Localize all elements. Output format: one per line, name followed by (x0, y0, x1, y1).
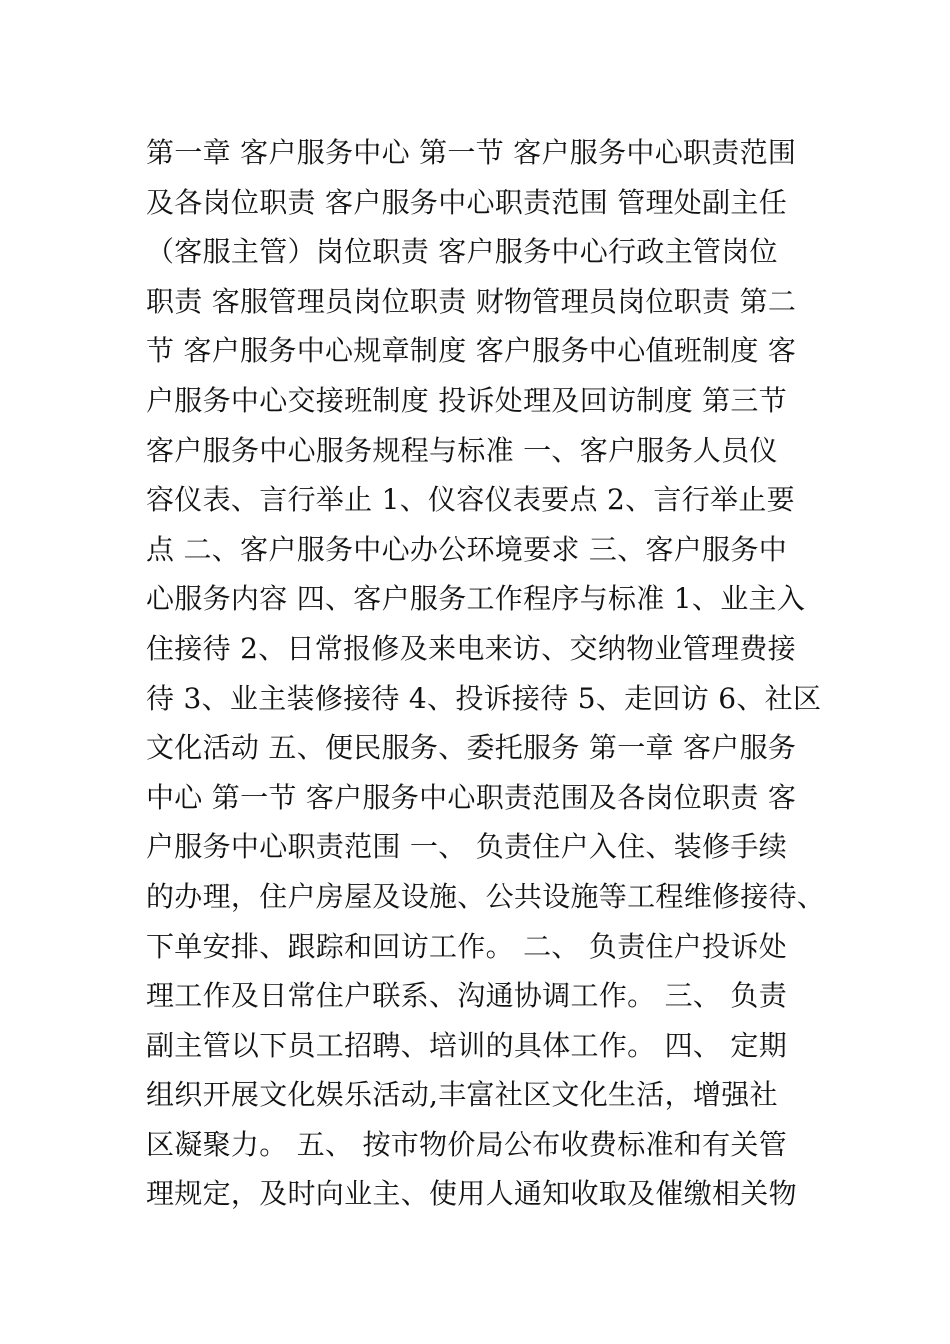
text-line-9: 点 二、客户服务中心办公环境要求 三、客户服务中 (146, 532, 788, 566)
text-line-8: 容仪表、言行举止 1、仪容仪表要点 2、言行举止要 (146, 483, 795, 517)
text-line-12: 待 3、业主装修接待 4、投诉接待 5、走回访 6、社区 (146, 681, 822, 715)
text-line-11: 住接待 2、日常报修及来电来访、交纳物业管理费接 (146, 631, 796, 665)
document-body (146, 128, 826, 1219)
text-line-18: 理工作及日常住户联系、沟通协调工作。 三、 负责 (146, 979, 788, 1013)
text-line-1: 第一章 客户服务中心 第一节 客户服务中心职责范围 (146, 136, 797, 169)
text-line-16: 的办理，住户房屋及设施、公共设施等工程维修接待、 (146, 879, 826, 913)
text-line-10: 心服务内容 四、客户服务工作程序与标准 1、业主入 (146, 582, 806, 616)
text-line-19: 副主管以下员工招聘、培训的具体工作。 四、 定期 (146, 1028, 788, 1062)
text-line-5: 节 客户服务中心规章制度 客户服务中心值班制度 客 (146, 334, 797, 368)
text-line-22: 理规定，及时向业主、使用人通知收取及催缴相关物 (146, 1177, 797, 1211)
text-line-7: 客户服务中心服务规程与标准 一、客户服务人员仪 (146, 433, 778, 467)
text-line-13: 文化活动 五、便民服务、委托服务 第一章 客户服务 (146, 731, 797, 765)
text-line-17: 下单安排、跟踪和回访工作。 二、 负责住户投诉处 (146, 929, 788, 963)
text-line-20: 组织开展文化娱乐活动,丰富社区文化生活，增强社 (146, 1078, 778, 1112)
text-line-6: 户服务中心交接班制度 投诉处理及回访制度 第三节 (146, 383, 788, 417)
text-line-14: 中心 第一节 客户服务中心职责范围及各岗位职责 客 (146, 780, 797, 814)
text-line-4: 职责 客服管理员岗位职责 财物管理员岗位职责 第二 (146, 284, 797, 318)
text-line-21: 区凝聚力。 五、 按市物价局公布收费标准和有关管 (146, 1127, 788, 1161)
text-line-15: 户服务中心职责范围 一、 负责住户入住、装修手续 (146, 830, 788, 864)
text-line-2: 及各岗位职责 客户服务中心职责范围 管理处副主任 (146, 185, 788, 219)
text-line-3: （客服主管）岗位职责 客户服务中心行政主管岗位 (146, 235, 778, 269)
